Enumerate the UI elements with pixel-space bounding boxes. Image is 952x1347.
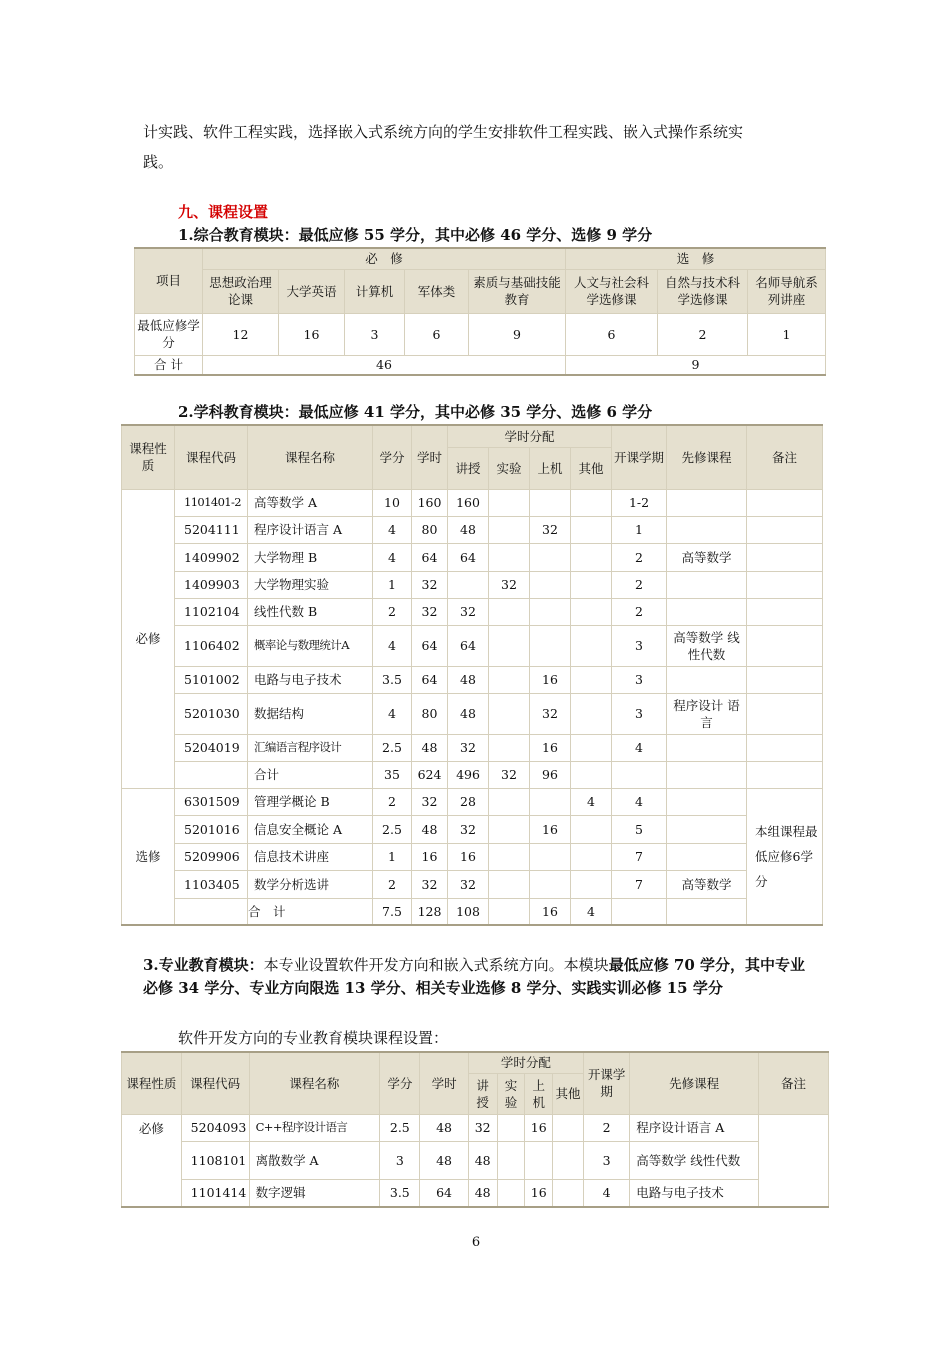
module2-table <box>121 424 823 926</box>
empty-cell <box>175 761 248 788</box>
course-exp <box>489 598 530 625</box>
course-lecture: 64 <box>448 625 489 666</box>
course-remark <box>747 489 823 516</box>
total-label: 合 计 <box>135 355 203 375</box>
course-code: 1409902 <box>175 543 248 571</box>
header-prereq: 先修课程 <box>667 425 747 489</box>
course-machine <box>530 598 571 625</box>
col-header: 自然与技术科学选修课 <box>658 269 748 313</box>
course-hours: 160 <box>412 489 448 516</box>
course-machine <box>525 1141 553 1179</box>
course-semester: 3 <box>612 625 667 666</box>
course-name: 数学分析选讲 <box>248 870 373 898</box>
course-hours: 48 <box>420 1141 468 1179</box>
course-name: 离散数学 A <box>249 1141 380 1179</box>
course-exp <box>489 870 530 898</box>
course-exp <box>497 1114 525 1141</box>
course-hours: 48 <box>420 1114 468 1141</box>
course-name: 数据结构 <box>248 693 373 734</box>
empty-cell <box>667 898 747 925</box>
course-remark <box>747 516 823 543</box>
min-label: 最低应修学分 <box>135 313 203 355</box>
table-row <box>122 693 823 734</box>
course-name: 概率论与数理统计A <box>248 625 373 666</box>
empty-cell <box>571 761 612 788</box>
course-exp <box>489 815 530 843</box>
course-lecture: 48 <box>448 516 489 543</box>
table-row <box>122 666 823 693</box>
table-row <box>122 625 823 666</box>
intro-paragraph <box>143 117 811 177</box>
module3-paragraph <box>143 954 811 1000</box>
col-header: 大学英语 <box>279 269 345 313</box>
empty-cell <box>612 761 667 788</box>
course-other: 4 <box>571 788 612 815</box>
course-name: 信息安全概论 A <box>248 815 373 843</box>
header-other: 其他 <box>571 447 612 489</box>
course-name: 信息技术讲座 <box>248 843 373 870</box>
course-semester: 3 <box>612 666 667 693</box>
course-machine <box>530 870 571 898</box>
module3-table <box>121 1051 829 1208</box>
col-header: 计算机 <box>345 269 405 313</box>
module2-title: 2.学科教育模块：最低应修 41 学分，其中必修 35 学分、选修 6 学分 <box>178 403 653 421</box>
course-code: 5209906 <box>175 843 248 870</box>
table-row <box>122 1114 829 1141</box>
total-required: 46 <box>203 355 566 375</box>
course-other <box>571 666 612 693</box>
required-label: 必修 <box>122 489 175 788</box>
course-name: 电路与电子技术 <box>248 666 373 693</box>
course-credit: 3.5 <box>380 1179 420 1207</box>
course-prereq: 电路与电子技术 <box>630 1179 759 1207</box>
header-name: 课程名称 <box>249 1052 380 1114</box>
course-remark <box>747 693 823 734</box>
course-exp <box>489 788 530 815</box>
empty-cell <box>175 898 248 925</box>
course-remark <box>747 571 823 598</box>
header-other: 其他 <box>553 1073 584 1114</box>
course-semester: 2 <box>612 543 667 571</box>
table-cell: 12 <box>203 313 279 355</box>
course-prereq <box>667 571 747 598</box>
course-code: 5101002 <box>175 666 248 693</box>
section-title: 九、课程设置 <box>178 203 269 221</box>
module3-subtitle: 软件开发方向的专业教育模块课程设置： <box>178 1029 449 1047</box>
course-exp <box>489 516 530 543</box>
course-exp <box>489 543 530 571</box>
header-lecture: 讲授 <box>448 447 489 489</box>
course-credit: 10 <box>373 489 412 516</box>
header-elective: 选 修 <box>566 248 826 269</box>
course-credit: 3 <box>380 1141 420 1179</box>
total-other: 4 <box>571 898 612 925</box>
header-nature: 课程性质 <box>122 425 175 489</box>
course-lecture: 48 <box>468 1141 497 1179</box>
header-remark: 备注 <box>758 1052 828 1114</box>
course-semester: 2 <box>612 598 667 625</box>
header-required: 必 修 <box>203 248 566 269</box>
table-row <box>122 843 823 870</box>
course-machine <box>530 625 571 666</box>
course-remark <box>747 734 823 761</box>
module1-table <box>134 247 826 376</box>
course-exp <box>489 734 530 761</box>
course-lecture: 64 <box>448 543 489 571</box>
course-exp <box>497 1141 525 1179</box>
course-other <box>571 489 612 516</box>
module3-title: 3.专业教育模块： <box>143 956 264 974</box>
header-machine: 上机 <box>525 1073 553 1114</box>
table-row <box>122 788 823 815</box>
course-machine: 16 <box>525 1179 553 1207</box>
course-code: 1106402 <box>175 625 248 666</box>
course-other <box>553 1114 584 1141</box>
header-code: 课程代码 <box>175 425 248 489</box>
course-machine: 16 <box>525 1114 553 1141</box>
course-other <box>571 734 612 761</box>
course-semester: 3 <box>612 693 667 734</box>
elective-remark: 本组课程最低应修6学分 <box>747 788 823 925</box>
course-other <box>553 1141 584 1179</box>
course-other <box>571 516 612 543</box>
elective-total-row <box>122 898 823 925</box>
course-lecture: 28 <box>448 788 489 815</box>
course-credit: 4 <box>373 625 412 666</box>
course-semester: 3 <box>584 1141 630 1179</box>
table-row <box>122 1179 829 1207</box>
course-exp <box>497 1179 525 1207</box>
course-credit: 1 <box>373 843 412 870</box>
header-credit: 学分 <box>373 425 412 489</box>
course-machine: 16 <box>530 815 571 843</box>
intro-line-2: 践。 <box>143 153 174 171</box>
module1-total-row <box>135 355 826 375</box>
course-name: 数字逻辑 <box>249 1179 380 1207</box>
empty-cell <box>747 761 823 788</box>
course-name: 程序设计语言 A <box>248 516 373 543</box>
header-experiment: 实验 <box>489 447 530 489</box>
course-prereq: 高等数学 <box>667 543 747 571</box>
intro-line-1: 计实践、软件工程实践，选择嵌入式系统方向的学生安排软件工程实践、嵌入式操作系统实 <box>143 123 744 141</box>
course-other <box>571 625 612 666</box>
total-hours: 624 <box>412 761 448 788</box>
course-credit: 4 <box>373 516 412 543</box>
course-remark <box>747 598 823 625</box>
course-prereq: 程序设计 语言 <box>667 693 747 734</box>
course-other <box>571 843 612 870</box>
course-code: 6301509 <box>175 788 248 815</box>
course-code: 5204019 <box>175 734 248 761</box>
course-semester: 2 <box>584 1114 630 1141</box>
course-hours: 32 <box>412 788 448 815</box>
course-prereq <box>667 734 747 761</box>
course-remark <box>747 543 823 571</box>
course-name: C++程序设计语言 <box>249 1114 380 1141</box>
course-hours: 32 <box>412 571 448 598</box>
course-remark <box>747 666 823 693</box>
course-credit: 4 <box>373 543 412 571</box>
course-hours: 48 <box>412 815 448 843</box>
course-machine <box>530 489 571 516</box>
module3-requirements: 最低应修 70 学分，其中专业必修 34 学分、专业方向限选 13 学分、相关专业选修 8 学分、实践实训必修 15 学分 <box>143 956 806 997</box>
course-machine <box>530 843 571 870</box>
course-code: 1101401-2 <box>175 489 248 516</box>
table-cell: 9 <box>469 313 566 355</box>
header-hours: 学时 <box>412 425 448 489</box>
header-experiment: 实验 <box>497 1073 525 1114</box>
course-lecture <box>448 571 489 598</box>
course-hours: 32 <box>412 598 448 625</box>
course-hours: 32 <box>412 870 448 898</box>
course-prereq <box>667 516 747 543</box>
course-machine: 16 <box>530 734 571 761</box>
course-lecture: 160 <box>448 489 489 516</box>
col-header: 军体类 <box>405 269 469 313</box>
course-name: 高等数学 A <box>248 489 373 516</box>
course-semester: 5 <box>612 815 667 843</box>
total-credit: 7.5 <box>373 898 412 925</box>
table-row <box>122 543 823 571</box>
course-semester: 2 <box>612 571 667 598</box>
course-lecture: 32 <box>448 815 489 843</box>
empty-cell <box>667 761 747 788</box>
course-name: 线性代数 B <box>248 598 373 625</box>
course-lecture: 16 <box>448 843 489 870</box>
course-exp <box>489 666 530 693</box>
module3-text: 本专业设置软件开发方向和嵌入式系统方向。本模块 <box>263 956 609 974</box>
total-hours: 128 <box>412 898 448 925</box>
course-credit: 1 <box>373 571 412 598</box>
course-semester: 4 <box>584 1179 630 1207</box>
course-credit: 2 <box>373 598 412 625</box>
header-code: 课程代码 <box>181 1052 249 1114</box>
module1-min-row <box>135 313 826 355</box>
table-cell: 6 <box>566 313 658 355</box>
course-semester: 7 <box>612 870 667 898</box>
course-prereq: 程序设计语言 A <box>630 1114 759 1141</box>
course-machine: 16 <box>530 666 571 693</box>
total-lecture: 496 <box>448 761 489 788</box>
header-distribution: 学时分配 <box>448 425 612 447</box>
course-code: 1103405 <box>175 870 248 898</box>
course-semester: 7 <box>612 843 667 870</box>
total-lecture: 108 <box>448 898 489 925</box>
header-semester: 开课学期 <box>612 425 667 489</box>
total-label: 合 计 <box>248 898 373 925</box>
course-remark <box>747 625 823 666</box>
course-lecture: 48 <box>448 666 489 693</box>
course-machine <box>530 543 571 571</box>
course-semester: 4 <box>612 734 667 761</box>
header-name: 课程名称 <box>248 425 373 489</box>
course-hours: 80 <box>412 693 448 734</box>
course-machine: 32 <box>530 693 571 734</box>
table-cell: 6 <box>405 313 469 355</box>
course-other <box>571 870 612 898</box>
empty-cell <box>612 898 667 925</box>
course-hours: 16 <box>412 843 448 870</box>
course-semester: 1 <box>612 516 667 543</box>
module1-column-row <box>135 269 826 313</box>
course-credit: 2 <box>373 788 412 815</box>
table-row <box>122 815 823 843</box>
course-code: 1409903 <box>175 571 248 598</box>
total-credit: 35 <box>373 761 412 788</box>
course-prereq <box>667 489 747 516</box>
course-name: 大学物理实验 <box>248 571 373 598</box>
course-hours: 64 <box>412 666 448 693</box>
course-other <box>571 693 612 734</box>
course-name: 大学物理 B <box>248 543 373 571</box>
table-row <box>122 1141 829 1179</box>
col-header: 人文与社会科学选修课 <box>566 269 658 313</box>
course-lecture: 32 <box>448 734 489 761</box>
course-prereq <box>667 788 747 815</box>
header-distribution: 学时分配 <box>468 1052 583 1073</box>
course-code: 1101414 <box>181 1179 249 1207</box>
table-row <box>122 870 823 898</box>
course-prereq: 高等数学 线性代数 <box>630 1141 759 1179</box>
course-credit: 2.5 <box>380 1114 420 1141</box>
course-prereq <box>667 666 747 693</box>
course-exp: 32 <box>489 571 530 598</box>
total-machine: 96 <box>530 761 571 788</box>
table-cell: 1 <box>748 313 826 355</box>
header-credit: 学分 <box>380 1052 420 1114</box>
elective-label: 选修 <box>122 788 175 925</box>
header-lecture: 讲授 <box>468 1073 497 1114</box>
header-machine: 上机 <box>530 447 571 489</box>
total-exp: 32 <box>489 761 530 788</box>
header-prereq: 先修课程 <box>630 1052 759 1114</box>
course-semester: 1-2 <box>612 489 667 516</box>
course-prereq <box>667 815 747 843</box>
course-prereq <box>667 843 747 870</box>
course-other <box>571 571 612 598</box>
course-semester: 4 <box>612 788 667 815</box>
course-lecture: 32 <box>448 598 489 625</box>
course-lecture: 48 <box>468 1179 497 1207</box>
course-hours: 80 <box>412 516 448 543</box>
course-hours: 64 <box>412 625 448 666</box>
table-cell: 16 <box>279 313 345 355</box>
course-lecture: 32 <box>448 870 489 898</box>
total-elective: 9 <box>566 355 826 375</box>
course-code: 5201016 <box>175 815 248 843</box>
course-other <box>571 598 612 625</box>
course-prereq: 高等数学 <box>667 870 747 898</box>
course-code: 5204111 <box>175 516 248 543</box>
total-machine: 16 <box>530 898 571 925</box>
course-machine <box>530 788 571 815</box>
course-exp <box>489 693 530 734</box>
header-hours: 学时 <box>420 1052 468 1114</box>
course-machine <box>530 571 571 598</box>
table-row <box>122 489 823 516</box>
course-code: 5201030 <box>175 693 248 734</box>
header-nature: 课程性质 <box>122 1052 182 1114</box>
course-name: 管理学概论 B <box>248 788 373 815</box>
table-row <box>122 598 823 625</box>
required-total-row <box>122 761 823 788</box>
course-code: 5204093 <box>181 1114 249 1141</box>
header-semester: 开课学期 <box>584 1052 630 1114</box>
col-header: 名师导航系列讲座 <box>748 269 826 313</box>
course-code: 1102104 <box>175 598 248 625</box>
table-cell: 2 <box>658 313 748 355</box>
course-exp <box>489 843 530 870</box>
course-other <box>553 1179 584 1207</box>
header-item: 项目 <box>135 248 203 313</box>
course-exp <box>489 489 530 516</box>
course-remark <box>758 1114 828 1207</box>
course-credit: 3.5 <box>373 666 412 693</box>
course-prereq: 高等数学 线性代数 <box>667 625 747 666</box>
course-name: 汇编语言程序设计 <box>248 734 373 761</box>
course-machine: 32 <box>530 516 571 543</box>
course-other <box>571 543 612 571</box>
page-number: 6 <box>471 1235 481 1250</box>
course-lecture: 48 <box>448 693 489 734</box>
module1-title: 1.综合教育模块：最低应修 55 学分，其中必修 46 学分、选修 9 学分 <box>178 226 653 244</box>
course-hours: 64 <box>412 543 448 571</box>
course-hours: 64 <box>420 1179 468 1207</box>
course-other <box>571 815 612 843</box>
course-credit: 2.5 <box>373 815 412 843</box>
empty-cell <box>489 898 530 925</box>
table-row <box>122 734 823 761</box>
required-label: 必修 <box>122 1114 182 1207</box>
col-header: 思想政治理论课 <box>203 269 279 313</box>
course-credit: 2 <box>373 870 412 898</box>
course-lecture: 32 <box>468 1114 497 1141</box>
course-prereq <box>667 598 747 625</box>
course-credit: 4 <box>373 693 412 734</box>
table-row <box>122 516 823 543</box>
course-hours: 48 <box>412 734 448 761</box>
table-cell: 3 <box>345 313 405 355</box>
total-label: 合计 <box>248 761 373 788</box>
table-row <box>122 571 823 598</box>
course-code: 1108101 <box>181 1141 249 1179</box>
header-remark: 备注 <box>747 425 823 489</box>
course-credit: 2.5 <box>373 734 412 761</box>
course-exp <box>489 625 530 666</box>
col-header: 素质与基础技能教育 <box>469 269 566 313</box>
